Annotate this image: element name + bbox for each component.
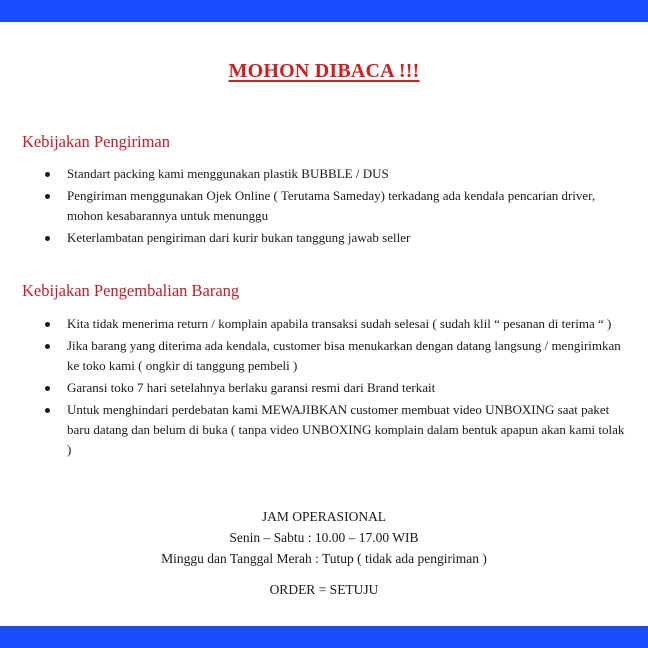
shipping-policy-heading: Kebijakan Pengiriman	[22, 132, 171, 151]
return-policy-heading: Kebijakan Pengembalian Barang	[22, 281, 240, 300]
list-item	[40, 228, 625, 248]
page-title-text: MOHON DIBACA !!!	[228, 60, 420, 82]
bullet-icon	[45, 344, 50, 349]
bullet-icon	[45, 172, 50, 177]
list-item-text: Jika barang yang diterima ada kendala, customer bisa menukarkan dengan datang langsung / mengirimkan ke toko kami ( ongkir di tanggung pembeli )	[67, 338, 621, 373]
return-policy-list	[40, 314, 625, 462]
list-item-text: Kita tidak menerima return / komplain apabila transaksi sudah selesai ( sudah klil “ pesanan di terima “ )	[67, 316, 612, 331]
bullet-icon	[45, 236, 50, 241]
bullet-icon	[45, 194, 50, 199]
list-item	[40, 314, 625, 334]
list-item-text: Pengiriman menggunakan Ojek Online ( Terutama Sameday) terkadang ada kendala pencarian driver, mohon kesabarannya untuk menunggu	[67, 188, 596, 223]
operating-hours-holidays: Minggu dan Tanggal Merah : Tutup ( tidak ada pengiriman )	[161, 551, 487, 566]
blue-frame-bottom	[0, 626, 648, 648]
list-item	[40, 164, 625, 184]
list-item	[40, 336, 625, 376]
operating-hours-weekdays: Senin – Sabtu : 10.00 – 17.00 WIB	[229, 530, 419, 545]
list-item-text: Standart packing kami menggunakan plastik BUBBLE / DUS	[67, 166, 389, 181]
order-agreement-footer: ORDER = SETUJU	[269, 582, 379, 597]
list-item	[40, 400, 625, 460]
list-item	[40, 186, 625, 226]
list-item	[40, 378, 625, 398]
bullet-icon	[45, 386, 50, 391]
blue-frame-top	[0, 0, 648, 22]
list-item-text: Untuk menghindari perdebatan kami MEWAJIBKAN customer membuat video UNBOXING saat paket baru datang dan belum di buka ( tanpa video UNBOXING komplain dalam bentuk apapun akan kami tolak )	[67, 402, 625, 457]
notice-sheet	[0, 22, 648, 626]
list-item-text: Keterlambatan pengiriman dari kurir bukan tanggung jawab seller	[67, 230, 411, 245]
bullet-icon	[45, 322, 50, 327]
page-title	[0, 60, 648, 83]
bullet-icon	[45, 408, 50, 413]
list-item-text: Garansi toko 7 hari setelahnya berlaku garansi resmi dari Brand terkait	[67, 380, 436, 395]
operating-hours-heading: JAM OPERASIONAL	[261, 509, 387, 524]
shipping-policy-list	[40, 164, 625, 250]
